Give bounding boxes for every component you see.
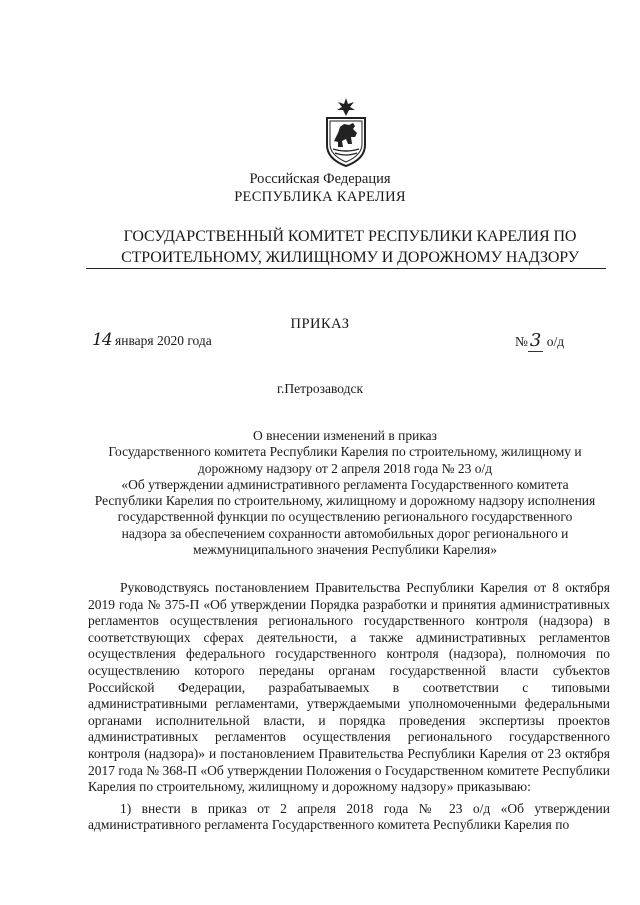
number-sign: №	[515, 334, 528, 349]
committee-name-line: ГОСУДАРСТВЕННЫЙ КОМИТЕТ РЕСПУБЛИКИ КАРЕЛИЯ ПО	[123, 228, 577, 245]
handwritten-order-number: 3	[529, 330, 542, 351]
order-date	[92, 330, 212, 350]
body-paragraph: 1) внести в приказ от 2 апреля 2018 года № 23 о/д «Об утверждении административного регламента Государственного комитета Республики Карелия по	[88, 800, 610, 833]
order-number	[515, 330, 564, 351]
order-body	[88, 580, 610, 839]
header-divider	[86, 268, 606, 269]
date-text: января 2020 года	[111, 333, 212, 348]
subject-line: Государственного комитета Республики Карелия по строительному, жилищному и	[108, 444, 582, 460]
handwritten-date-day: 14	[92, 330, 112, 350]
subject-line: Республики Карелия по строительному, жилищному и дорожному надзору исполнения	[94, 493, 596, 509]
republic-label: РЕСПУБЛИКА КАРЕЛИЯ	[234, 189, 406, 205]
subject-line: надзора за обеспечением сохранности автомобильных дорог регионального и	[121, 525, 569, 541]
subject-line: дорожному надзору от 2 апреля 2018 года № 23 о/д	[197, 460, 493, 476]
subject-line: межмуниципального значения Республики Карелия»	[193, 542, 497, 558]
federation-label: Российская Федерация	[249, 171, 391, 187]
committee-name	[70, 226, 630, 268]
order-title: ПРИКАЗ	[290, 316, 350, 332]
subject-line: О внесении изменений в приказ	[252, 428, 438, 443]
order-subject	[80, 428, 610, 558]
city-label: г.Петрозаводск	[276, 381, 364, 396]
body-paragraph: Руководствуясь постановлением Правительства Республики Карелия от 8 октября 2019 года № 375-П «Об утверждении Порядка разработки и принятия административных регламентов осуществления регионального государственного контроля (надзора) в соответствующих сферах деятельности, а также административных регламентов осуществления федерального государственного контроля (надзора), полномочия по осуществлению которого переданы органам государственной власти субъектов Российской Федерации, разрабатываемых в соответствии с типовыми административными регламентами, утверждаемыми уполномоченными федеральными органами исполнительной власти, и порядка проведения экспертизы проектов административных регламентов осуществления регионального государственного контроля (надзора)» и постановлением Правительства Республики Карелия от 23 октября 2017 года № 368-П «Об утверждении Положения о Государственном комитете Республики Карелия по строительному, жилищному и дорожному надзору» приказываю:	[88, 580, 610, 795]
subject-line: «Об утверждении административного регламента Государственного комитета	[121, 476, 569, 492]
committee-name-line: СТРОИТЕЛЬНОМУ, ЖИЛИЩНОМУ И ДОРОЖНОМУ НАДЗОРУ	[121, 249, 579, 266]
subject-line: государственной функции по осуществлению регионального государственного	[117, 509, 573, 525]
number-suffix: о/д	[543, 334, 565, 349]
karelia-coat-of-arms-icon	[324, 97, 368, 167]
